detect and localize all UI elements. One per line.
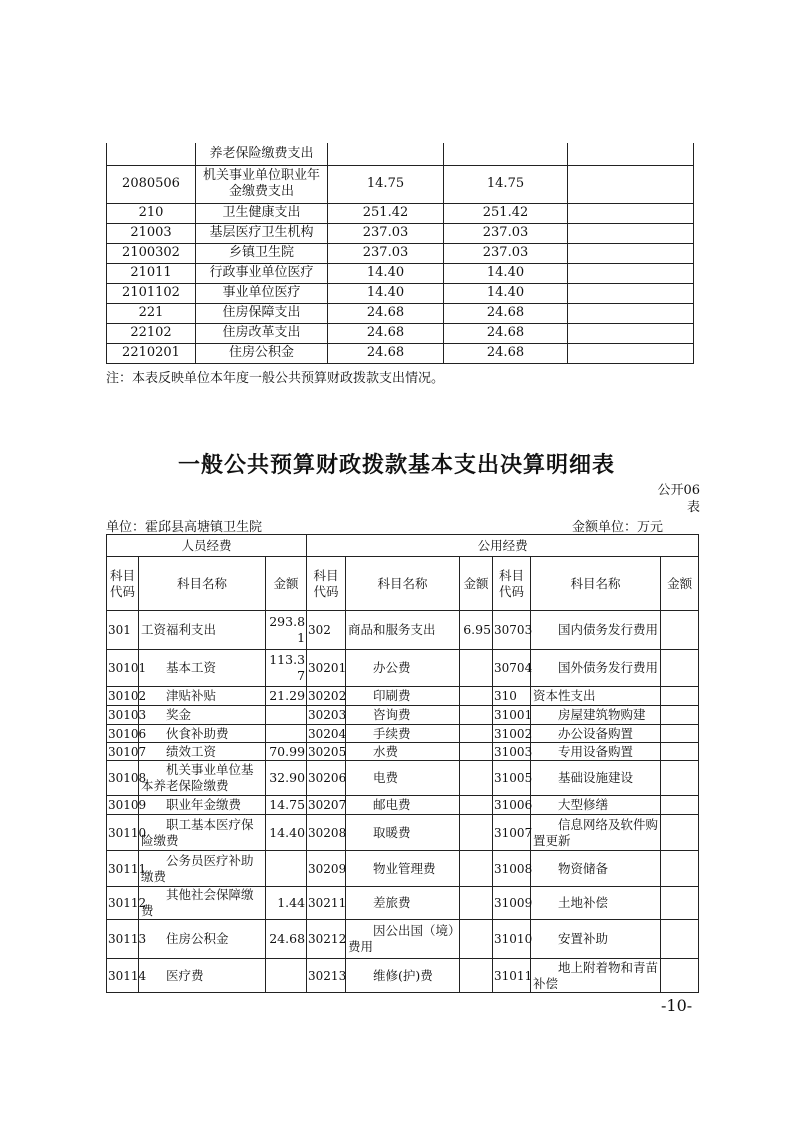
cell-name: 伙食补助费 (139, 725, 266, 743)
cell-name: 取暖费 (346, 815, 460, 851)
cell-amount (460, 725, 493, 743)
cell-code: 2101102 (107, 283, 196, 303)
cell-amount: 113.37 (266, 650, 307, 687)
cell-code: 30107 (108, 744, 147, 759)
table-row (107, 263, 694, 283)
cell-name: 资本性支出 (531, 687, 661, 706)
table-row (107, 243, 694, 263)
cell-code: 31006 (493, 796, 531, 815)
cell-name: 物资储备 (531, 851, 661, 887)
cell-c (568, 165, 694, 203)
cell-code: 31003 (494, 744, 533, 759)
cell-amount (661, 887, 699, 920)
cell-code: 30111 (107, 851, 139, 887)
cell-name: 地上附着物和青苗补偿 (531, 959, 661, 993)
cell-code: 30202 (307, 687, 346, 706)
cell-code: 31009 (493, 887, 531, 920)
cell-name: 手续费 (346, 725, 460, 743)
cell-name: 机关事业单位职业年金缴费支出 (196, 165, 328, 203)
cell-c (568, 203, 694, 223)
cell-code: 2100302 (107, 243, 196, 263)
cell-amount (661, 761, 699, 796)
table-row (107, 143, 694, 165)
table-row (107, 650, 699, 687)
cell-name: 办公费 (346, 650, 460, 687)
cell-a: 24.68 (328, 343, 444, 363)
cell-amount: 14.75 (266, 796, 307, 815)
cell-amount: 24.68 (266, 920, 307, 959)
cell-name: 安置补助 (531, 920, 661, 959)
cell-code: 31011 (493, 959, 531, 993)
cell-c (568, 243, 694, 263)
cell-amount (460, 743, 493, 761)
cell-code: 30101 (107, 650, 139, 687)
cell-amount (266, 725, 307, 743)
cell-name: 卫生健康支出 (196, 203, 328, 223)
cell-name: 印刷费 (346, 687, 460, 706)
cell-c (568, 223, 694, 243)
table-row (107, 815, 699, 851)
cell-code: 31008 (493, 851, 531, 887)
cell-c (568, 343, 694, 363)
cell-name: 职业年金缴费 (139, 796, 266, 815)
cell-amount: 21.29 (266, 687, 307, 706)
cell-a: 14.40 (328, 263, 444, 283)
cell-amount (460, 920, 493, 959)
cell-name: 大型修缮 (531, 796, 661, 815)
cell-amount (266, 959, 307, 993)
cell-code: 31007 (493, 815, 531, 851)
cell-amount (460, 887, 493, 920)
cell-name: 土地补偿 (531, 887, 661, 920)
cell-code: 22102 (107, 323, 196, 343)
cell-name: 住房改革支出 (196, 323, 328, 343)
cell-code: 2080506 (107, 165, 196, 203)
cell-b (444, 143, 568, 165)
cell-amount: 32.90 (266, 761, 307, 796)
cell-code: 310 (493, 687, 531, 706)
cell-amount (460, 687, 493, 706)
cell-c (568, 143, 694, 165)
cell-name: 基本工资 (139, 650, 266, 687)
cell-name: 公务员医疗补助缴费 (139, 851, 266, 887)
cell-name: 住房公积金 (196, 343, 328, 363)
cell-a (328, 143, 444, 165)
cell-code: 31001 (493, 706, 531, 725)
table-row (107, 851, 699, 887)
cell-code: 30703 (493, 611, 531, 650)
cell-code: 30109 (107, 796, 139, 815)
cell-amount (661, 796, 699, 815)
cell-c (568, 283, 694, 303)
cell-b: 14.40 (444, 283, 568, 303)
cell-name: 行政事业单位医疗 (196, 263, 328, 283)
cell-b: 14.75 (444, 165, 568, 203)
cell-name: 住房公积金 (139, 920, 266, 959)
cell-code: 30106 (108, 726, 147, 741)
cell-amount: 293.81 (266, 611, 307, 650)
cell-name: 房屋建筑物购建 (531, 706, 661, 725)
table-row (107, 796, 699, 815)
cell-name: 津贴补贴 (139, 687, 266, 706)
cell-code: 30211 (307, 887, 346, 920)
cell-b: 237.03 (444, 243, 568, 263)
cell-code: 30206 (307, 761, 346, 796)
cell-name: 基础设施建设 (531, 761, 661, 796)
cell-code: 30201 (307, 650, 346, 687)
table-row (107, 165, 694, 203)
column-header-code: 科目代码 (307, 557, 346, 611)
table-row (107, 323, 694, 343)
cell-b: 237.03 (444, 223, 568, 243)
cell-a: 14.40 (328, 283, 444, 303)
column-header-name: 科目名称 (531, 557, 661, 611)
cell-name: 物业管理费 (346, 851, 460, 887)
page-number: -10- (661, 996, 693, 1015)
cell-code: 30203 (307, 706, 346, 725)
cell-a: 24.68 (328, 323, 444, 343)
cell-code: 30103 (107, 706, 139, 725)
cell-a: 237.03 (328, 223, 444, 243)
cell-amount (460, 796, 493, 815)
cell-b: 251.42 (444, 203, 568, 223)
cell-b: 14.40 (444, 263, 568, 283)
cell-name: 其他社会保障缴费 (139, 887, 266, 920)
cell-amount (460, 650, 493, 687)
cell-name: 办公设备购置 (531, 725, 661, 743)
cell-amount (661, 815, 699, 851)
expenditure-table-continued (106, 143, 694, 364)
cell-name: 因公出国（境）费用 (346, 920, 460, 959)
cell-c (568, 323, 694, 343)
table-row (107, 887, 699, 920)
cell-code: 30204 (308, 726, 347, 741)
cell-a: 237.03 (328, 243, 444, 263)
cell-amount (661, 611, 699, 650)
column-header-name: 科目名称 (346, 557, 460, 611)
cell-amount (460, 815, 493, 851)
table-row (107, 223, 694, 243)
cell-amount: 70.99 (266, 743, 307, 761)
table-row (107, 687, 699, 706)
cell-name: 国内债务发行费用 (531, 611, 661, 650)
cell-name: 机关事业单位基本养老保险缴费 (139, 761, 266, 796)
cell-code: 31010 (493, 920, 531, 959)
cell-amount (661, 650, 699, 687)
cell-name: 咨询费 (346, 706, 460, 725)
cell-name: 医疗费 (139, 959, 266, 993)
table-row (107, 743, 699, 761)
basic-expenditure-detail-table (106, 534, 699, 993)
cell-code: 21011 (107, 263, 196, 283)
group-header-personnel: 人员经费 (107, 535, 307, 557)
cell-amount (661, 687, 699, 706)
column-header-amount: 金额 (661, 557, 699, 611)
cell-amount (661, 725, 699, 743)
cell-code: 21003 (107, 223, 196, 243)
table-row (107, 611, 699, 650)
cell-code: 210 (107, 203, 196, 223)
cell-code: 30110 (107, 815, 139, 851)
cell-code: 30108 (107, 761, 139, 796)
cell-name: 维修(护)费 (346, 959, 460, 993)
cell-code: 30112 (107, 887, 139, 920)
column-header-code: 科目代码 (107, 557, 139, 611)
cell-name: 差旅费 (346, 887, 460, 920)
cell-code: 30209 (307, 851, 346, 887)
cell-amount (661, 920, 699, 959)
money-unit-label: 金额单位：万元 (572, 520, 664, 535)
cell-code: 30113 (107, 920, 139, 959)
cell-code: 31002 (494, 726, 533, 741)
cell-code: 30208 (307, 815, 346, 851)
table-row (107, 303, 694, 323)
cell-code: 30207 (307, 796, 346, 815)
cell-code: 221 (107, 303, 196, 323)
cell-a: 24.68 (328, 303, 444, 323)
cell-c (568, 263, 694, 283)
cell-code: 302 (307, 611, 346, 650)
column-header-name: 科目名称 (139, 557, 266, 611)
table-note: 注：本表反映单位本年度一般公共预算财政拨款支出情况。 (106, 371, 445, 386)
cell-amount (661, 959, 699, 993)
cell-amount (460, 761, 493, 796)
cell-name: 工资福利支出 (139, 611, 266, 650)
cell-code: 31005 (493, 761, 531, 796)
cell-amount (661, 706, 699, 725)
cell-name: 绩效工资 (139, 743, 266, 761)
cell-code: 30114 (107, 959, 139, 993)
cell-name: 奖金 (139, 706, 266, 725)
cell-amount (460, 851, 493, 887)
cell-amount (661, 851, 699, 887)
cell-amount: 14.40 (266, 815, 307, 851)
cell-name: 商品和服务支出 (346, 611, 460, 650)
table-row (107, 959, 699, 993)
column-header-code: 科目代码 (493, 557, 531, 611)
cell-name: 住房保障支出 (196, 303, 328, 323)
cell-name: 国外债务发行费用 (531, 650, 661, 687)
cell-name: 信息网络及软件购置更新 (531, 815, 661, 851)
cell-b: 24.68 (444, 303, 568, 323)
cell-b: 24.68 (444, 343, 568, 363)
cell-amount (266, 851, 307, 887)
cell-name: 乡镇卫生院 (196, 243, 328, 263)
cell-name: 事业单位医疗 (196, 283, 328, 303)
cell-amount: 1.44 (266, 887, 307, 920)
cell-amount (266, 706, 307, 725)
cell-code: 2210201 (107, 343, 196, 363)
table-number: 公开06表 (657, 483, 700, 515)
cell-c (568, 303, 694, 323)
table-row (107, 725, 699, 743)
unit-label: 单位：霍邱县高塘镇卫生院 (106, 520, 263, 535)
column-header-amount: 金额 (460, 557, 493, 611)
cell-a: 14.75 (328, 165, 444, 203)
cell-amount (661, 743, 699, 761)
cell-code: 30704 (493, 650, 531, 687)
cell-code: 30212 (307, 920, 346, 959)
cell-a: 251.42 (328, 203, 444, 223)
group-header-public: 公用经费 (307, 535, 699, 557)
cell-amount (460, 959, 493, 993)
table-row (107, 203, 694, 223)
cell-name: 电费 (346, 761, 460, 796)
cell-name: 养老保险缴费支出 (196, 143, 328, 165)
table-row (107, 761, 699, 796)
cell-amount: 6.95 (460, 611, 493, 650)
column-header-amount: 金额 (266, 557, 307, 611)
table-row (107, 343, 694, 363)
cell-name: 邮电费 (346, 796, 460, 815)
cell-code: 301 (107, 611, 139, 650)
cell-name: 专用设备购置 (531, 743, 661, 761)
cell-b: 24.68 (444, 323, 568, 343)
cell-name: 职工基本医疗保险缴费 (139, 815, 266, 851)
cell-name: 水费 (346, 743, 460, 761)
cell-code: 30102 (107, 687, 139, 706)
table-row (107, 706, 699, 725)
cell-name: 基层医疗卫生机构 (196, 223, 328, 243)
table-row (107, 283, 694, 303)
cell-code: 30213 (307, 959, 346, 993)
page-title: 一般公共预算财政拨款基本支出决算明细表 (177, 452, 615, 478)
cell-code (107, 143, 196, 165)
cell-code: 30205 (308, 744, 347, 759)
table-row (107, 920, 699, 959)
cell-amount (460, 706, 493, 725)
